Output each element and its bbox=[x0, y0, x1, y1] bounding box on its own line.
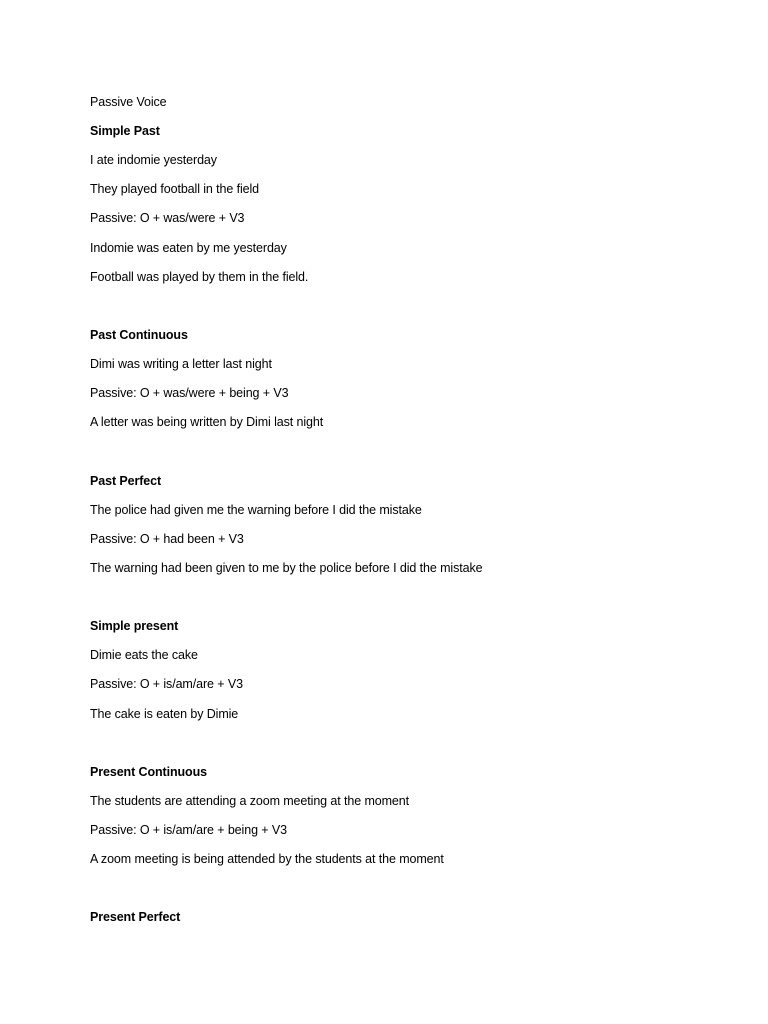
passive-formula: Passive: O + is/am/are + being + V3 bbox=[90, 823, 287, 837]
example-line: Football was played by them in the field. bbox=[90, 270, 309, 284]
example-line: The warning had been given to me by the police before I did the mistake bbox=[90, 561, 483, 575]
passive-formula: Passive: O + was/were + being + V3 bbox=[90, 386, 289, 400]
example-line: A zoom meeting is being attended by the students at the moment bbox=[90, 852, 444, 866]
example-line: Dimi was writing a letter last night bbox=[90, 357, 272, 371]
section-heading-past-perfect: Past Perfect bbox=[90, 474, 162, 488]
example-line: A letter was being written by Dimi last night bbox=[90, 415, 324, 429]
example-line: I ate indomie yesterday bbox=[90, 153, 217, 167]
example-line: The students are attending a zoom meeting at the moment bbox=[90, 794, 409, 808]
example-line: Dimie eats the cake bbox=[90, 648, 198, 662]
section-heading-simple-past: Simple Past bbox=[90, 124, 160, 138]
section-heading-present-continuous: Present Continuous bbox=[90, 765, 207, 779]
section-heading-present-perfect: Present Perfect bbox=[90, 910, 181, 924]
example-line: The cake is eaten by Dimie bbox=[90, 707, 239, 721]
example-line: The police had given me the warning before I did the mistake bbox=[90, 503, 422, 517]
section-heading-past-continuous: Past Continuous bbox=[90, 328, 188, 342]
passive-formula: Passive: O + had been + V3 bbox=[90, 532, 244, 546]
passive-formula: Passive: O + is/am/are + V3 bbox=[90, 677, 243, 691]
example-line: Indomie was eaten by me yesterday bbox=[90, 241, 287, 255]
section-heading-simple-present: Simple present bbox=[90, 619, 179, 633]
example-line: They played football in the field bbox=[90, 182, 260, 196]
document-title: Passive Voice bbox=[90, 95, 167, 109]
passive-formula: Passive: O + was/were + V3 bbox=[90, 211, 245, 225]
